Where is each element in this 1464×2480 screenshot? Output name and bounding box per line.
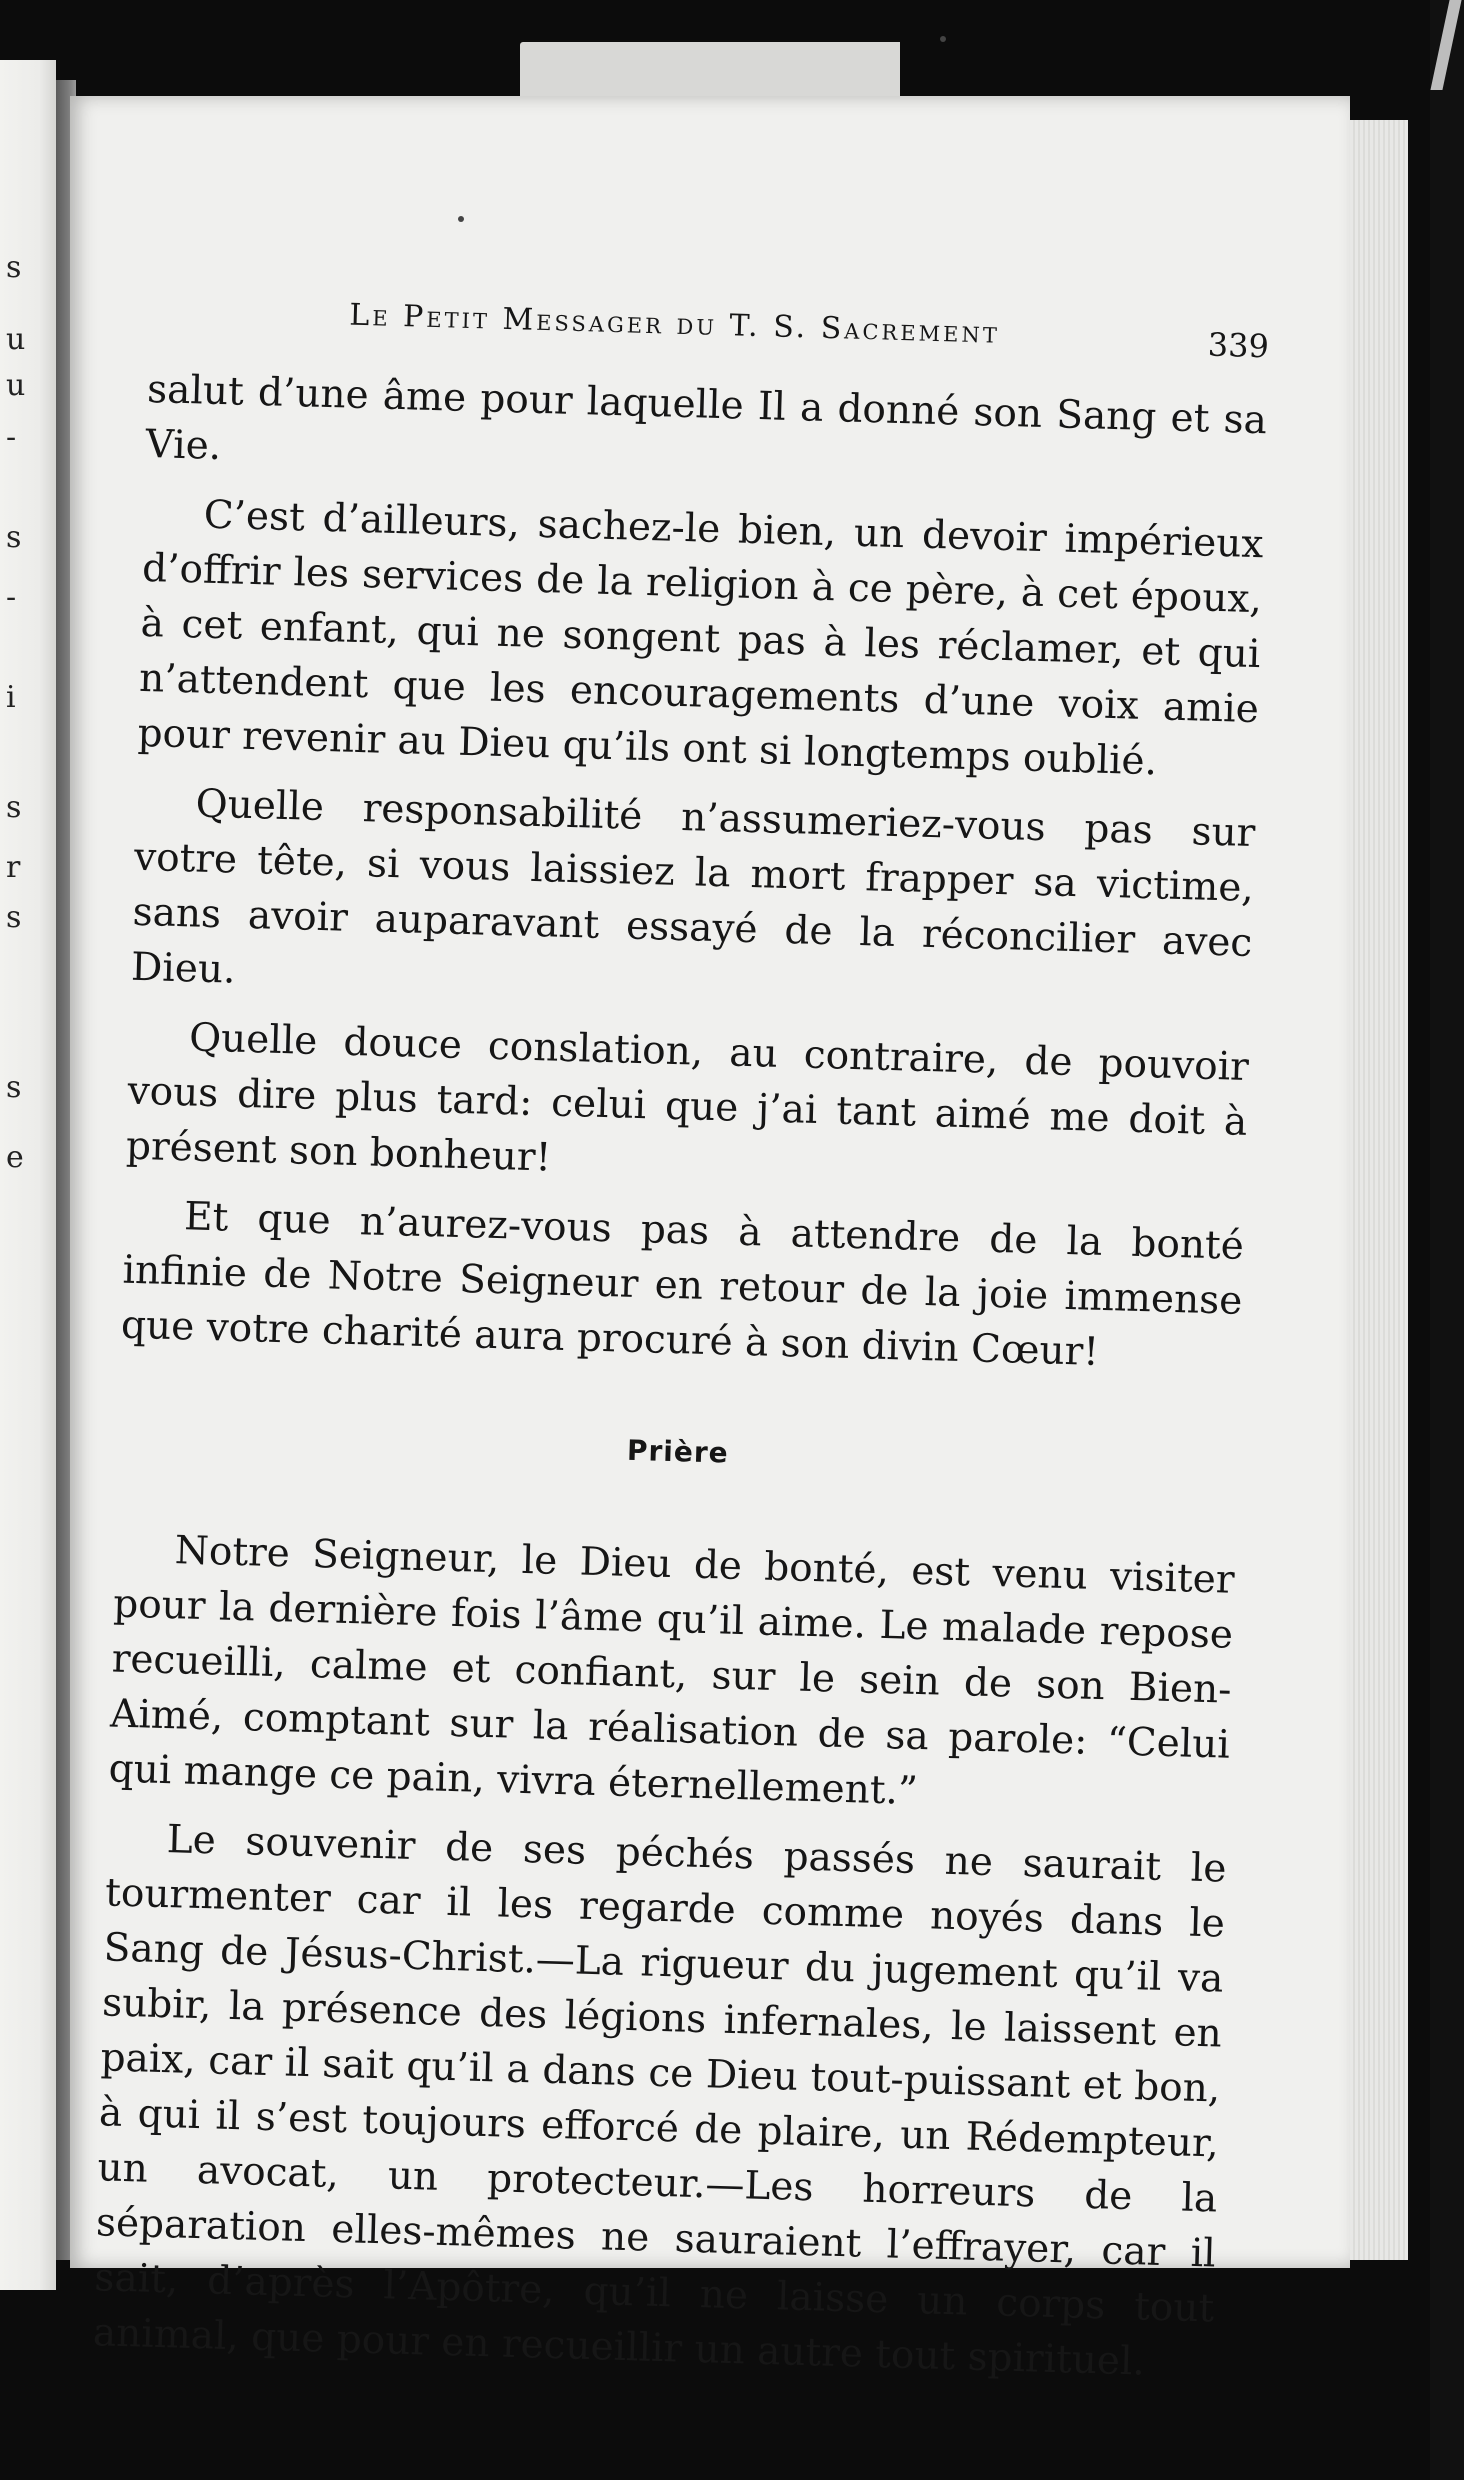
paragraph: salut d’une âme pour laquelle Il a donné son Sang et sa Vie. bbox=[145, 366, 1268, 470]
left-page-fragment: s bbox=[6, 900, 22, 935]
left-page-fragment: - bbox=[6, 580, 17, 615]
running-title: Le Petit Messager du T. S. Sacrement bbox=[348, 297, 1001, 351]
left-page-fragment: s bbox=[6, 1070, 22, 1105]
paragraph: Et que n’aurez-vous pas à attendre de la bonté infinie de Notre Seigneur en retour de la joie immense que votre charité aura procuré à son divin Cœur! bbox=[120, 1194, 1245, 1375]
left-page-fragment: - bbox=[6, 420, 17, 455]
paragraph: Notre Seigneur, le Dieu de bonté, est venu visiter pour la dernière fois l’âme qu’il aime. Le malade repose recueilli, calme et confiant, sur le sein de son Bien-Aimé, comptant sur la réalisation de sa parole: “Celui qui mange ce pain, vivra éternellement.” bbox=[108, 1528, 1236, 1815]
top-page-tab bbox=[520, 42, 900, 102]
left-page-sliver bbox=[0, 60, 56, 2290]
paragraph: Quelle responsabilité n’assumeriez-vous pas sur votre tête, si vous laissiez la mort frapper sa victime, sans avoir auparavant essayé de la réconcilier avec Dieu. bbox=[130, 781, 1256, 993]
book-page bbox=[70, 96, 1350, 2385]
left-page-fragment: s bbox=[6, 790, 22, 825]
paragraph: C’est d’ailleurs, sachez-le bien, un devoir impérieux d’offrir les services de la religion à ce père, à cet époux, à cet enfant, qui ne songent pas à les réclamer, et qui n’attendent que les encouragements d’une voix amie pour revenir au Dieu qu’ils ont si longtemps oublié. bbox=[137, 492, 1265, 785]
body-text bbox=[92, 362, 1267, 2391]
section-title: Prière bbox=[626, 1433, 730, 1470]
left-page-fragment: s bbox=[6, 250, 22, 285]
left-page-fragment: r bbox=[6, 850, 21, 885]
speck bbox=[458, 216, 464, 222]
page-content bbox=[92, 292, 1270, 2405]
left-page-fragment: u bbox=[6, 322, 26, 357]
page-number: 339 bbox=[1207, 325, 1270, 366]
left-page-fragment: i bbox=[6, 680, 16, 715]
left-page-fragment: u bbox=[6, 368, 26, 403]
paragraph: Quelle douce conslation, au contraire, de pouvoir vous dire plus tard: celui que j’ai tant aimé me doit à présent son bonheur! bbox=[125, 1015, 1250, 1181]
speck bbox=[940, 36, 946, 42]
paragraph: Le souvenir de ses péchés passés ne saurait le tourmenter car il les regarde comme noyés dans le Sang de Jésus-Christ.—La rigueur du jugement qu’il va subir, la présence des légions infernales, le laissent en paix, car il sait qu’il a dans ce Dieu tout-puissant et bon, à qui il s’est toujours efforcé de plaire, un Rédempteur, un avocat, un protecteur.—Les horreurs de la séparation elles-mêmes ne sauraient l’effrayer, car il sait, d’après l’Apôtre, qu’il ne laisse un corps tout animal, que pour en recueillir un autre tout spirituel. bbox=[92, 1817, 1228, 2385]
left-page-fragment: e bbox=[6, 1140, 24, 1175]
page-edges bbox=[1350, 120, 1408, 2260]
left-page-fragment: s bbox=[6, 520, 22, 555]
right-dark-edge bbox=[1430, 0, 1464, 2480]
